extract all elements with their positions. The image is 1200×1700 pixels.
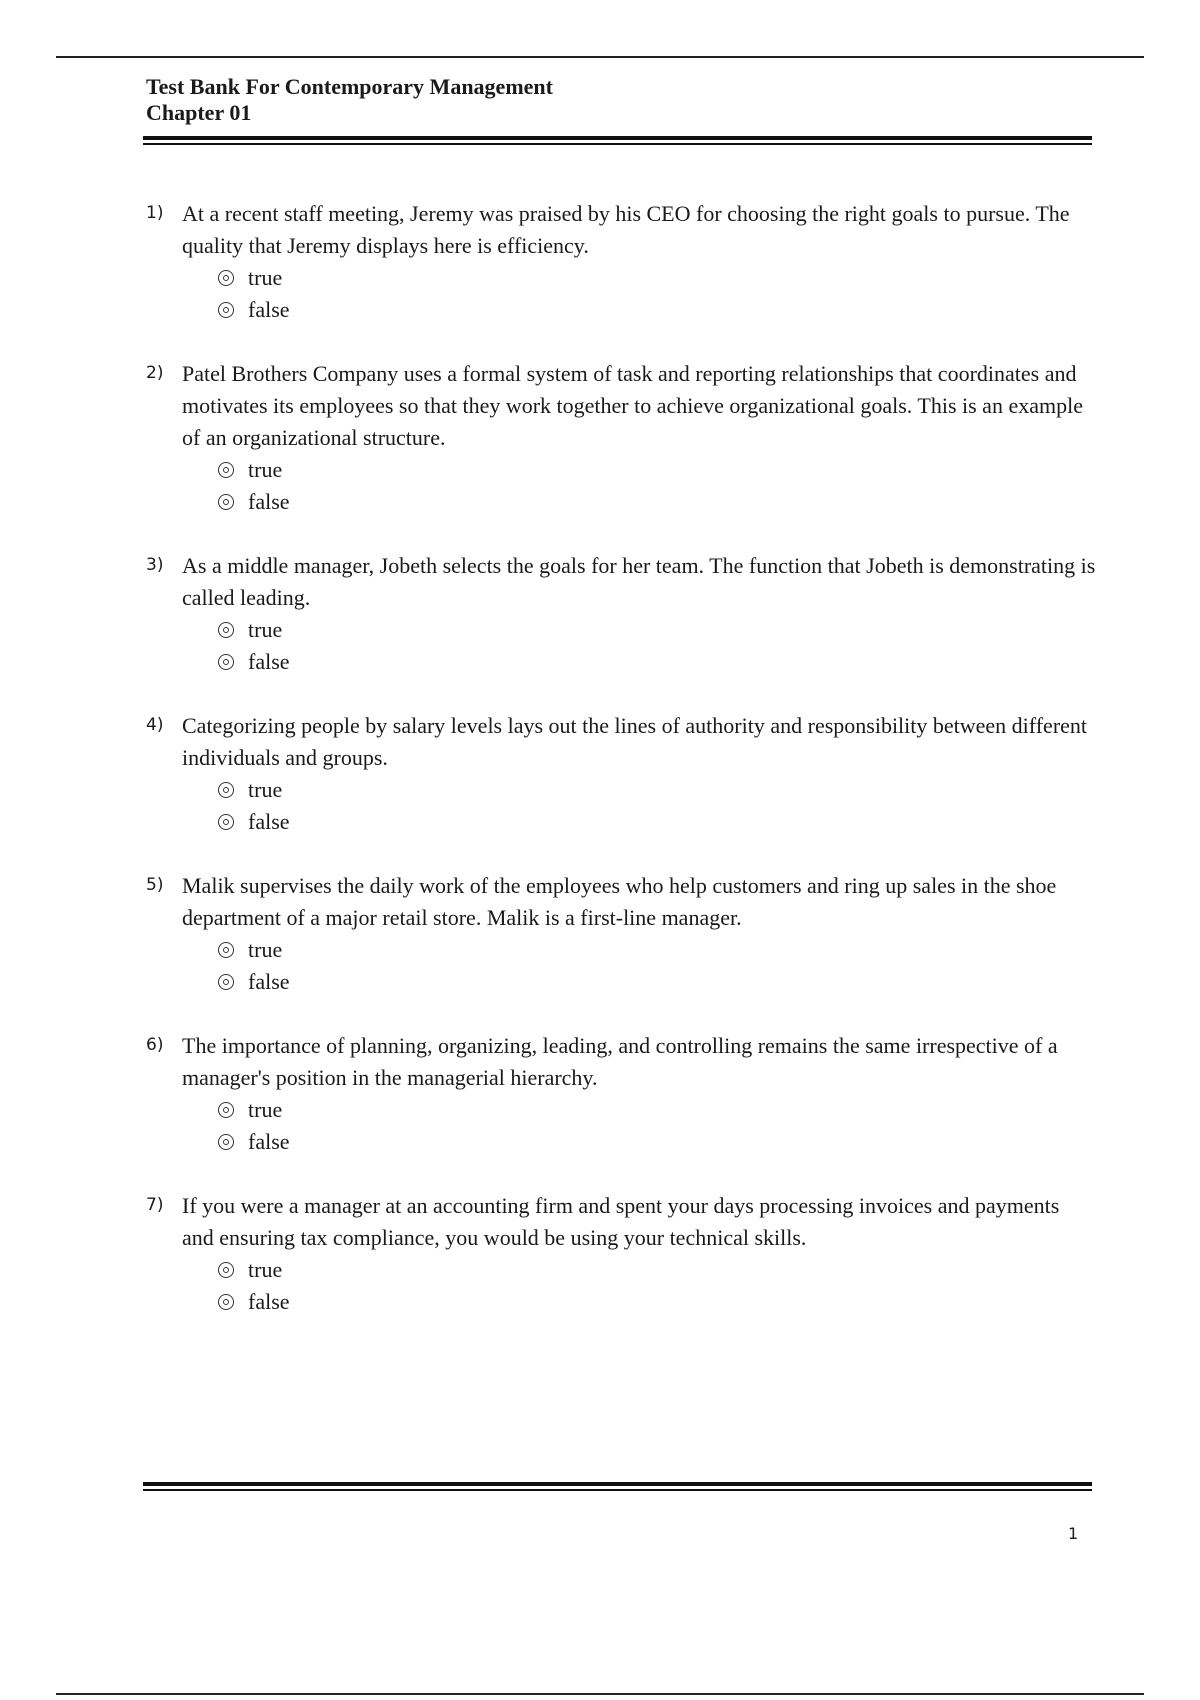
question-number: 7) xyxy=(146,1195,164,1215)
question-5 xyxy=(146,870,1096,998)
option-true[interactable] xyxy=(218,454,1096,486)
question-1 xyxy=(146,198,1096,326)
radio-icon[interactable] xyxy=(218,622,234,638)
option-false[interactable] xyxy=(218,646,1096,678)
question-number: 6) xyxy=(146,1035,164,1055)
option-true[interactable] xyxy=(218,262,1096,294)
question-text: Patel Brothers Company uses a formal system of task and reporting relationships that coordinates and motivates its employees so that they work together to achieve organizational goals. This is an example of an organizational structure. xyxy=(182,361,1083,450)
question-text: Categorizing people by salary levels lays out the lines of authority and responsibility between different individuals and groups. xyxy=(182,713,1088,770)
option-false[interactable] xyxy=(218,294,1096,326)
option-label: false xyxy=(248,297,290,322)
radio-icon[interactable] xyxy=(218,1294,234,1310)
option-false[interactable] xyxy=(218,1126,1096,1158)
question-number: 3) xyxy=(146,555,164,575)
question-text: The importance of planning, organizing, leading, and controlling remains the same irrespective of a manager's position in the managerial hierarchy. xyxy=(182,1033,1058,1090)
question-6 xyxy=(146,1030,1096,1158)
radio-icon[interactable] xyxy=(218,1262,234,1278)
option-label: false xyxy=(248,969,290,994)
question-2 xyxy=(146,358,1096,518)
option-label: false xyxy=(248,1289,290,1314)
option-label: true xyxy=(248,617,283,642)
radio-icon[interactable] xyxy=(218,1134,234,1150)
radio-icon[interactable] xyxy=(218,974,234,990)
page-number: 1 xyxy=(1068,1524,1079,1543)
option-true[interactable] xyxy=(218,934,1096,966)
question-text: Malik supervises the daily work of the employees who help customers and ring up sales in the shoe department of a major retail store. Malik is a first-line manager. xyxy=(182,873,1057,930)
footer-divider xyxy=(143,1482,1092,1492)
answer-options xyxy=(218,614,1096,678)
option-label: false xyxy=(248,489,290,514)
question-text: If you were a manager at an accounting firm and spent your days processing invoices and payments and ensuring tax compliance, you would be using your technical skills. xyxy=(182,1193,1060,1250)
question-number: 1) xyxy=(146,203,164,223)
option-false[interactable] xyxy=(218,966,1096,998)
radio-icon[interactable] xyxy=(218,654,234,670)
option-true[interactable] xyxy=(218,1094,1096,1126)
question-3 xyxy=(146,550,1096,678)
answer-options xyxy=(218,774,1096,838)
option-false[interactable] xyxy=(218,806,1096,838)
option-true[interactable] xyxy=(218,614,1096,646)
question-number: 2) xyxy=(146,363,164,383)
question-text: As a middle manager, Jobeth selects the goals for her team. The function that Jobeth is demonstrating is called leading. xyxy=(182,553,1096,610)
radio-icon[interactable] xyxy=(218,1102,234,1118)
question-number: 5) xyxy=(146,875,164,895)
option-label: false xyxy=(248,649,290,674)
radio-icon[interactable] xyxy=(218,814,234,830)
radio-icon[interactable] xyxy=(218,494,234,510)
answer-options xyxy=(218,1254,1096,1318)
option-label: false xyxy=(248,1129,290,1154)
page-bottom-rule xyxy=(56,1693,1144,1695)
radio-icon[interactable] xyxy=(218,942,234,958)
question-7 xyxy=(146,1190,1096,1318)
radio-icon[interactable] xyxy=(218,302,234,318)
document-title: Test Bank For Contemporary Management xyxy=(146,74,553,99)
option-label: true xyxy=(248,457,283,482)
option-label: false xyxy=(248,809,290,834)
question-4 xyxy=(146,710,1096,838)
option-label: true xyxy=(248,937,283,962)
option-false[interactable] xyxy=(218,1286,1096,1318)
question-text: At a recent staff meeting, Jeremy was praised by his CEO for choosing the right goals to pursue. The quality that Jeremy displays here is efficiency. xyxy=(182,201,1070,258)
question-number: 4) xyxy=(146,715,164,735)
option-label: true xyxy=(248,265,283,290)
answer-options xyxy=(218,1094,1096,1158)
option-label: true xyxy=(248,777,283,802)
answer-options xyxy=(218,454,1096,518)
radio-icon[interactable] xyxy=(218,782,234,798)
question-list xyxy=(146,198,1096,1350)
answer-options xyxy=(218,934,1096,998)
answer-options xyxy=(218,262,1096,326)
option-label: true xyxy=(248,1097,283,1122)
radio-icon[interactable] xyxy=(218,270,234,286)
option-label: true xyxy=(248,1257,283,1282)
radio-icon[interactable] xyxy=(218,462,234,478)
page-top-rule xyxy=(56,56,1144,58)
option-true[interactable] xyxy=(218,774,1096,806)
chapter-label: Chapter 01 xyxy=(146,100,252,125)
option-false[interactable] xyxy=(218,486,1096,518)
header-divider xyxy=(143,136,1092,146)
document-header xyxy=(146,74,1096,126)
option-true[interactable] xyxy=(218,1254,1096,1286)
